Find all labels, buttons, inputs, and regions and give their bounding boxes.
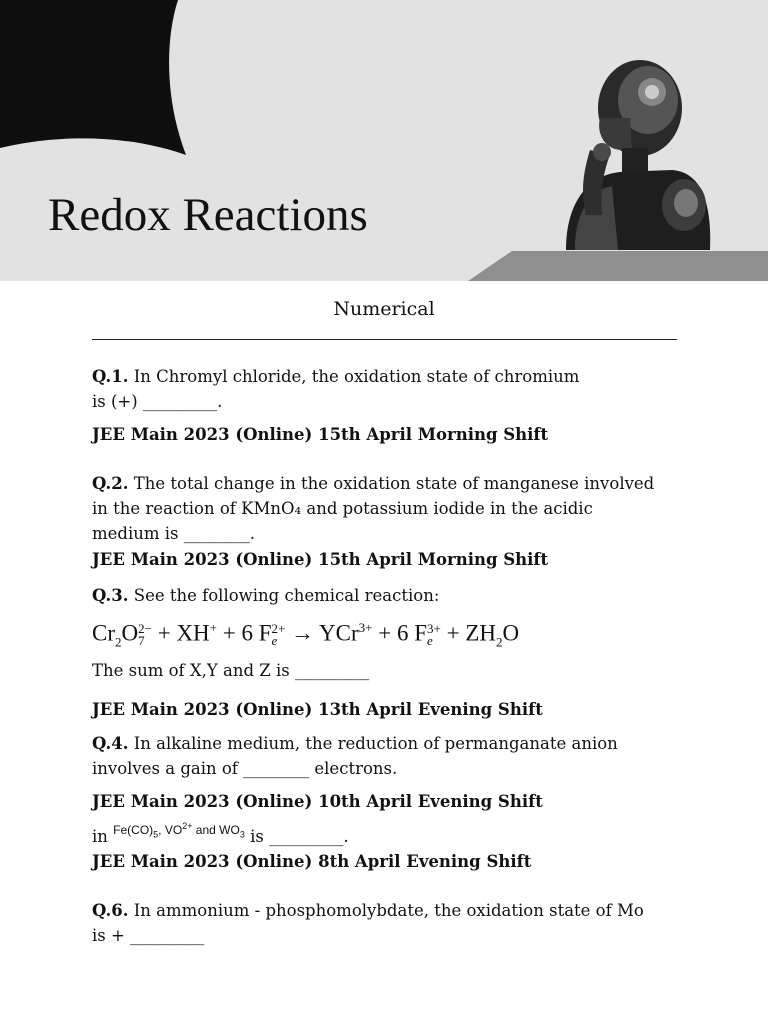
question-text: In alkaline medium, the reduction of permanganate anion xyxy=(128,734,618,753)
question-text: in xyxy=(92,827,114,846)
question-5-fragment xyxy=(92,822,692,855)
black-corner-shape xyxy=(0,0,186,155)
heading-divider xyxy=(92,339,677,340)
question-text: is _________. xyxy=(244,827,349,846)
question-text: is (+) _________. xyxy=(92,392,223,411)
question-number: Q.4. xyxy=(92,734,129,753)
question-number: Q.1. xyxy=(92,367,129,386)
robot-thinker-image xyxy=(566,60,710,250)
question-3-continued xyxy=(92,658,692,683)
question-text: medium is ________. xyxy=(92,524,256,543)
section-heading: Numerical xyxy=(333,298,435,320)
question-number: Q.6. xyxy=(92,901,129,920)
question-source: JEE Main 2023 (Online) 10th April Evening Shift xyxy=(92,792,543,811)
question-source: JEE Main 2023 (Online) 15th April Morning Shift xyxy=(92,550,549,569)
question-text: In ammonium - phosphomolybdate, the oxidation state of Mo xyxy=(128,901,644,920)
question-text: In Chromyl chloride, the oxidation state of chromium xyxy=(128,367,580,386)
question-number: Q.3. xyxy=(92,586,129,605)
question-source: JEE Main 2023 (Online) 8th April Evening Shift xyxy=(92,852,532,871)
question-source: JEE Main 2023 (Online) 13th April Evening Shift xyxy=(92,700,543,719)
question-4 xyxy=(92,731,692,781)
question-1 xyxy=(92,364,692,414)
header-banner xyxy=(0,0,768,281)
question-text: is + _________ xyxy=(92,926,205,945)
question-source: JEE Main 2023 (Online) 15th April Morning Shift xyxy=(92,425,549,444)
question-number: Q.2. xyxy=(92,474,129,493)
question-6 xyxy=(92,898,692,948)
question-text: The total change in the oxidation state of manganese involved xyxy=(128,474,655,493)
grey-slant-band xyxy=(468,251,768,281)
question-text: See the following chemical reaction: xyxy=(128,586,440,605)
chemical-equation: $Cr_2O$ 2− 7 + XH+ + 6 F 2+ e → YCr$^{3+}$ + 6 F 3+ e + $ZH_2O$ xyxy=(92,620,520,650)
question-text: involves a gain of ________ electrons. xyxy=(92,759,398,778)
question-text: in the reaction of KMnO₄ and potassium iodide in the acidic xyxy=(92,499,593,518)
question-3 xyxy=(92,583,692,608)
question-text: The sum of X,Y and Z is _________ xyxy=(92,661,370,680)
formula: Fe(CO)5, VO2+ and WO3 xyxy=(113,821,245,840)
question-2 xyxy=(92,471,692,546)
document-title: Redox Reactions xyxy=(48,189,368,241)
